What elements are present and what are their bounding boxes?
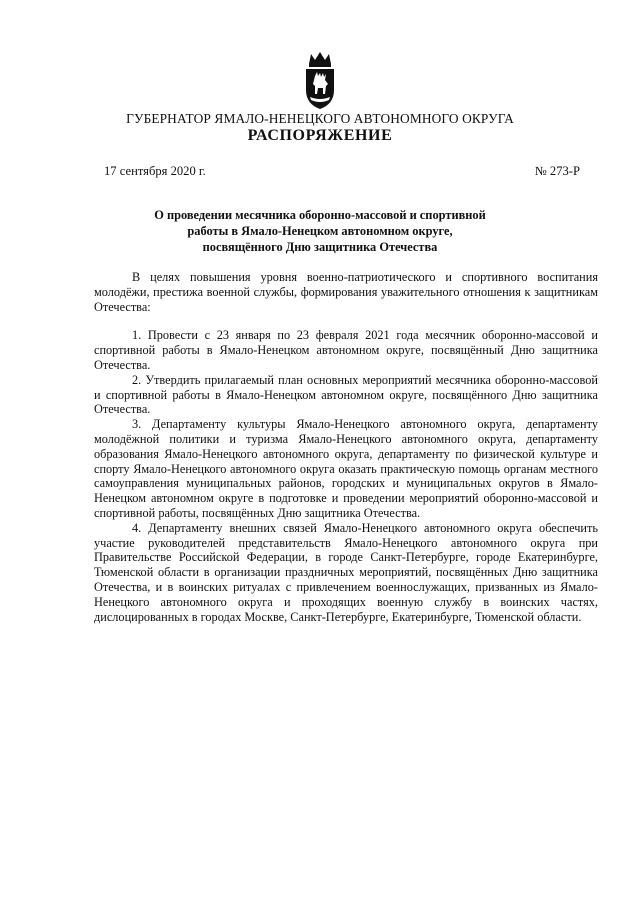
list-item: 1. Провести с 23 января по 23 февраля 2021 года месячник оборонно-массовой и спортивной работы в Ямало-Ненецком автономном округе, посвящённый Дню защитника Отечества. <box>94 328 598 372</box>
issuing-authority: ГУБЕРНАТОР ЯМАЛО-НЕНЕЦКОГО АВТОНОМНОГО ОКРУГА <box>126 111 514 126</box>
document-title <box>100 207 540 255</box>
list-item: 3. Департаменту культуры Ямало-Ненецкого автономного округа, департаменту молодёжной политики и туризма Ямало-Ненецкого автономного округа, департаменту образования Ямало-Ненецкого автономного округа, департаменту по физической культуре и спорту Ямало-Ненецкого автономного округа оказать практическую помощь органам местного самоуправления муниципальных районов, городских и муниципальных округов в Ямало-Ненецком автономном округе в подготовке и проведении мероприятий оборонно-массовой и спортивной работы, посвящённых Дню защитника Отечества. <box>94 417 598 520</box>
document-date: 17 сентября 2020 г. <box>104 164 206 178</box>
document-number: № 273-Р <box>534 164 580 178</box>
document-body <box>94 270 598 624</box>
list-item: 4. Департаменту внешних связей Ямало-Ненецкого автономного округа обеспечить участие руководителей представительств Ямало-Ненецкого автономного округа при Правительстве Российской Федерации, в городе Санкт-Петербурге, городе Екатеринбурге, Тюменской области в организации праздничных мероприятий, посвящённых Дню защитника Отечества, и в воинских ритуалах с привлечением военнослужащих, призванных из Ямало-Ненецкого автономного округа и проходящих военную службу в воинских частях, дислоцированных в городах Москве, Санкт-Петербурге, Екатеринбурге, Тюменской области. <box>94 520 598 624</box>
intro-paragraph: В целях повышения уровня военно-патриотического и спортивного воспитания молодёжи, престижа военной службы, формирования уважительного отношения к защитникам Отечества: <box>94 270 598 314</box>
title-line: работы в Ямало-Ненецком автономном округе, <box>187 224 453 238</box>
title-line: О проведении месячника оборонно-массовой и спортивной <box>154 208 486 222</box>
list-item: 2. Утвердить прилагаемый план основных мероприятий месячника оборонно-массовой и спортивной работы в Ямало-Ненецком автономном округе, посвящённого Дню защитника Отечества. <box>94 372 598 417</box>
document-type: РАСПОРЯЖЕНИЕ <box>247 127 393 144</box>
coat-of-arms-icon <box>303 50 337 110</box>
title-line: посвящённого Дню защитника Отечества <box>202 240 438 254</box>
